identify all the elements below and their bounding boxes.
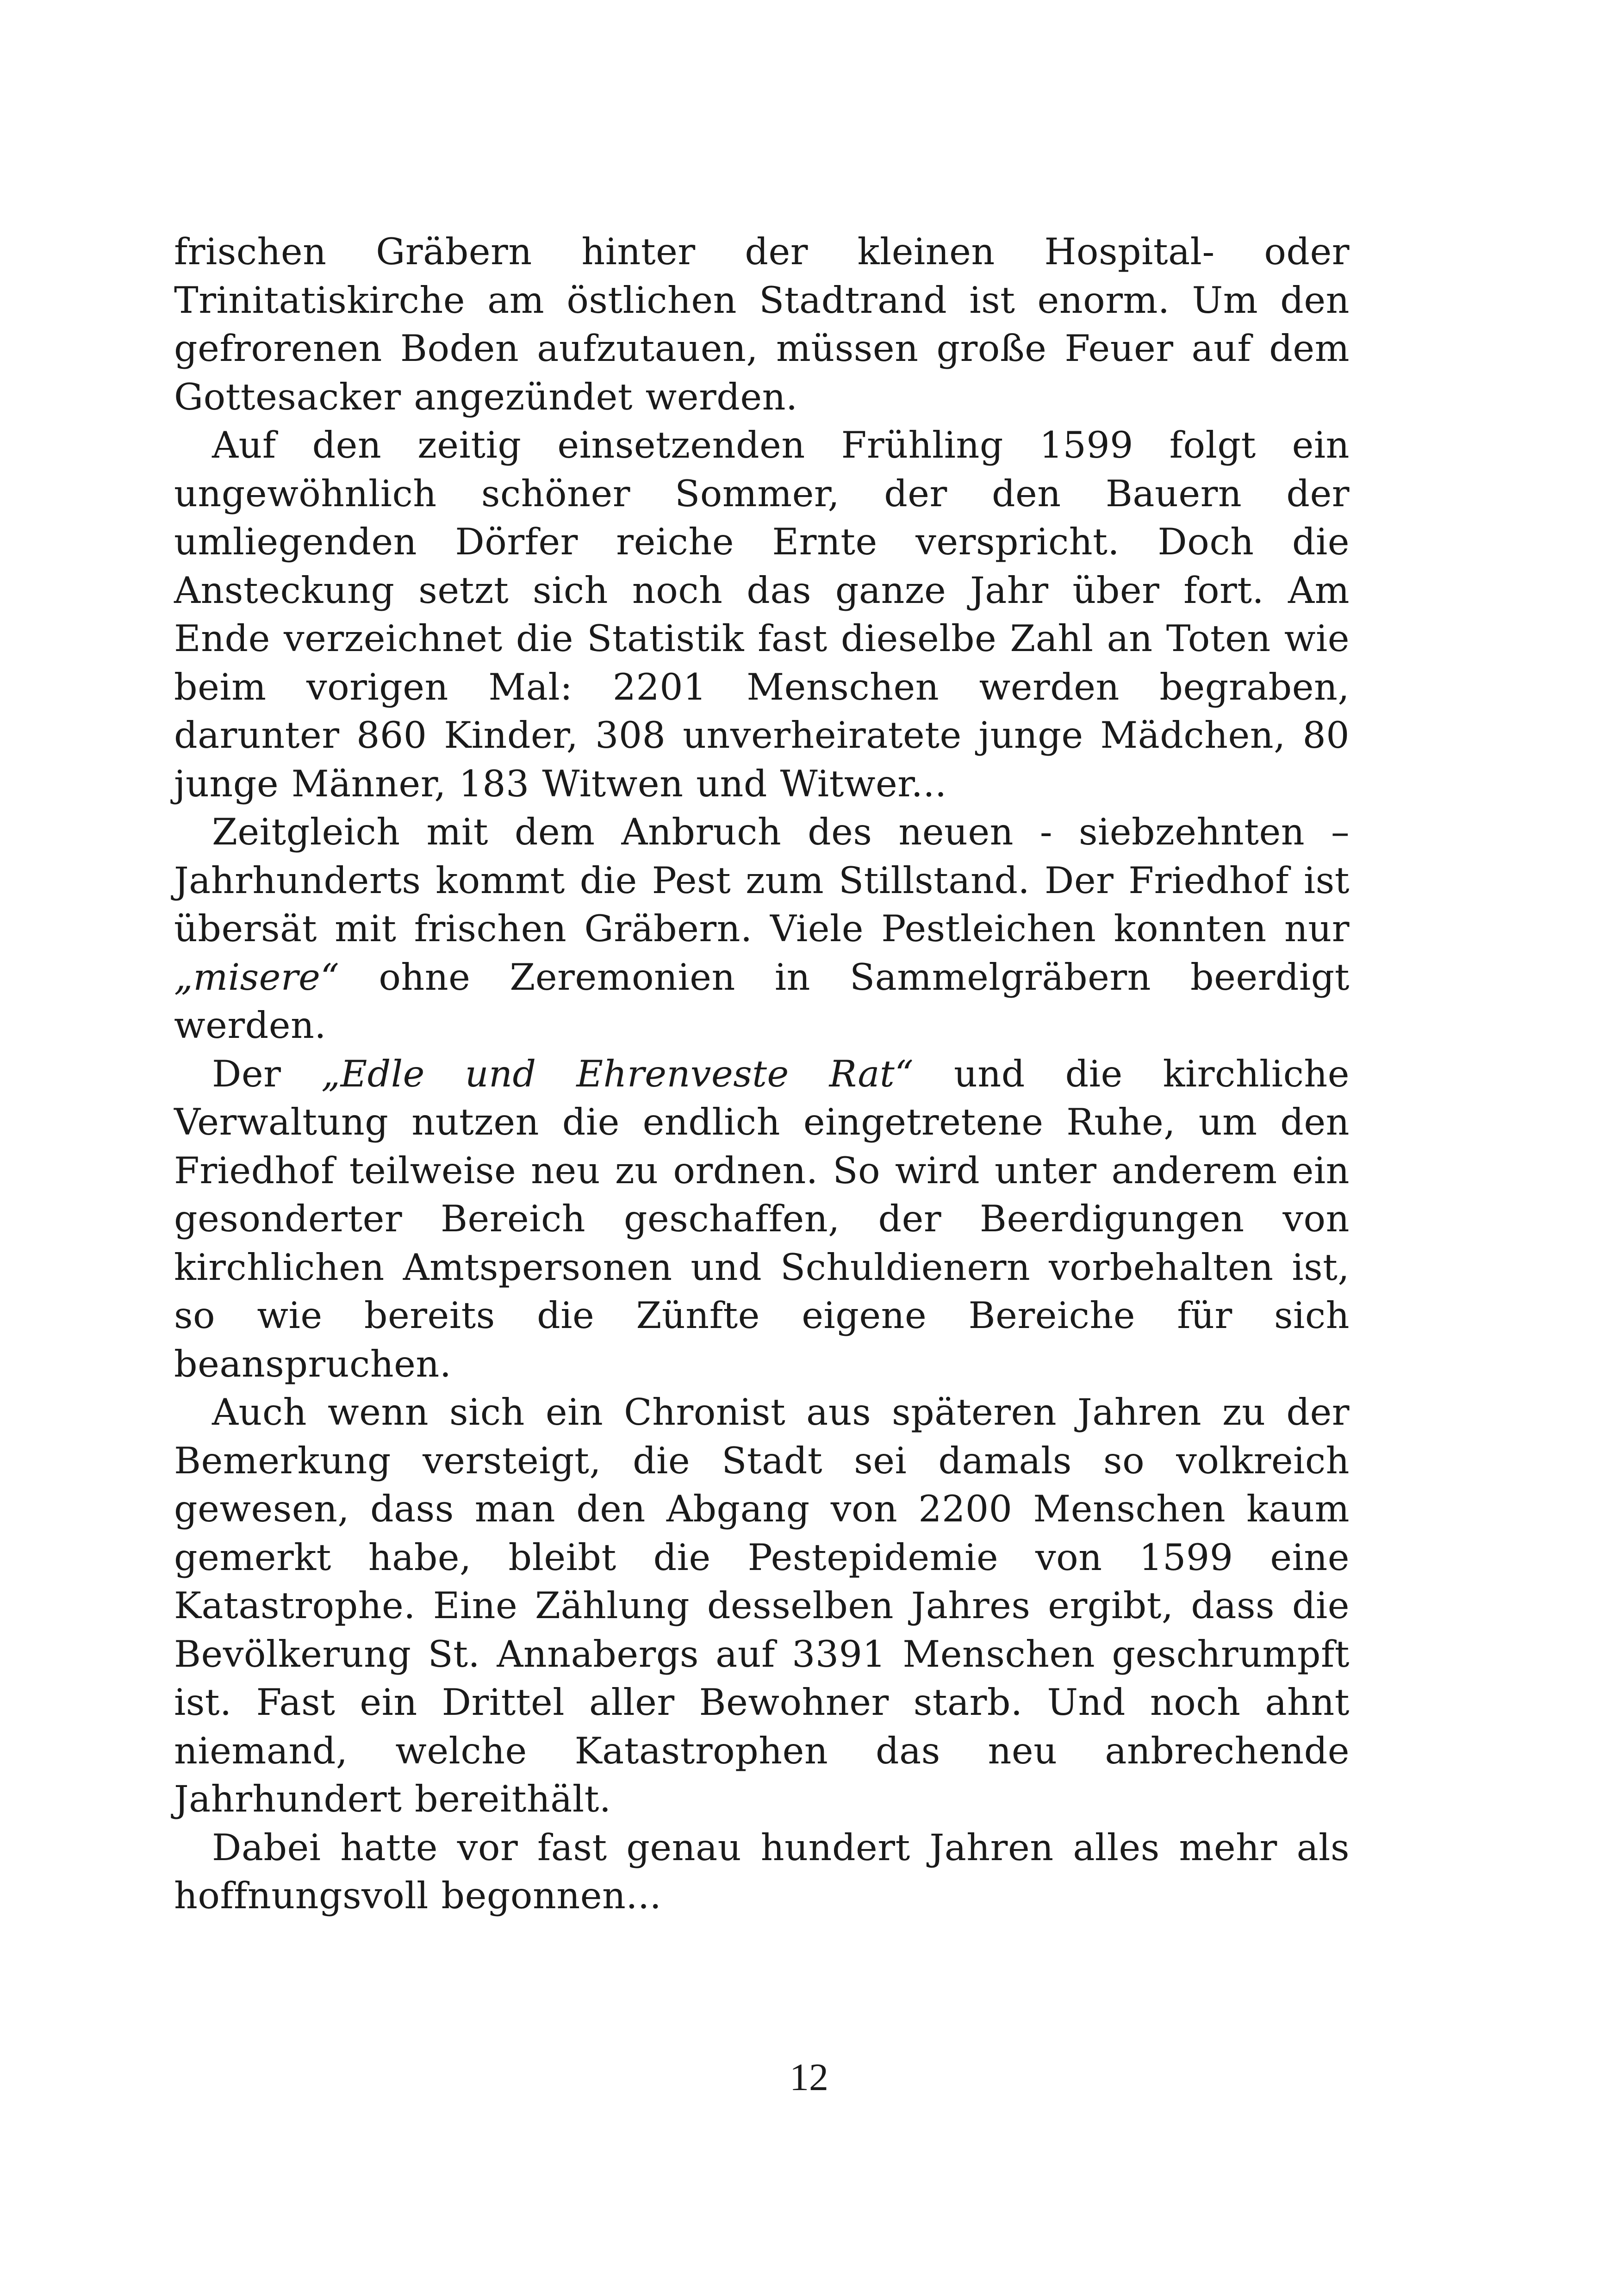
paragraph-3-text-b: ohne Zeremonien in Sammelgräbern beerdigt werden. (174, 956, 1350, 1047)
paragraph-3-text-a: Zeitgleich mit dem Anbruch des neuen - siebzehnten – Jahrhunderts kommt die Pest zum Stillstand. Der Friedhof ist übersät mit frischen Gräbern. Viele Pestleichen konnten nur (174, 811, 1350, 950)
paragraph-5-text: Auch wenn sich ein Chronist aus späteren Jahren zu der Bemerkung versteigt, die Stadt sei damals so volkreich gewesen, dass man den Abgang von 2200 Menschen kaum gemerkt habe, bleibt die Pestepidemie von 1599 eine Katastrophe. Eine Zählung desselben Jahres ergibt, dass die Bevölkerung St. Annabergs auf 3391 Menschen geschrumpft ist. Fast ein Drittel aller Bewohner starb. Und noch ahnt niemand, welche Katastrophen das neu anbrechende Jahrhundert bereithält. (174, 1391, 1350, 1820)
paragraph-4-italic-rat: „Edle und Ehrenveste Rat“ (321, 1052, 914, 1095)
paragraph-1-text: frischen Gräbern hinter der kleinen Hospital- oder Trinitatiskirche am östlichen Stadtrand ist enorm. Um den gefrorenen Boden aufzutauen, müssen große Feuer auf dem Gottesacker angezündet werden. (174, 230, 1350, 418)
paragraph-3-italic-misere: „misere“ (174, 956, 340, 999)
paragraph-4-text-b: und die kirchliche Verwaltung nutzen die endlich eingetretene Ruhe, um den Friedhof teilweise neu zu ordnen. So wird unter anderem ein gesonderter Bereich geschaffen, der Beerdigungen von kirchlichen Amtspersonen und Schuldienern vorbehalten ist, so wie bereits die Zünfte eigene Bereiche für sich beanspruchen. (174, 1052, 1350, 1385)
page-number: 12 (790, 2056, 828, 2099)
body-text (174, 228, 1350, 1920)
paragraph-1 (174, 228, 1350, 421)
paragraph-4-text-a: Der (212, 1052, 322, 1095)
paragraph-5 (174, 1388, 1350, 1824)
paragraph-2-text: Auf den zeitig einsetzenden Frühling 1599 folgt ein ungewöhnlich schöner Sommer, der den Bauern der umliegenden Dörfer reiche Ernte verspricht. Doch die Ansteckung setzt sich noch das ganze Jahr über fort. Am Ende verzeichnet die Statistik fast dieselbe Zahl an Toten wie beim vorigen Mal: 2201 Menschen werden begraben, darunter 860 Kinder, 308 unverheiratete junge Mädchen, 80 junge Männer, 183 Witwen und Witwer... (174, 424, 1350, 805)
paragraph-3 (174, 808, 1350, 1050)
paragraph-6-text: Dabei hatte vor fast genau hundert Jahren alles mehr als hoffnungsvoll begonnen... (174, 1826, 1350, 1917)
paragraph-4 (174, 1050, 1350, 1389)
paragraph-6 (174, 1824, 1350, 1920)
paragraph-2 (174, 421, 1350, 808)
